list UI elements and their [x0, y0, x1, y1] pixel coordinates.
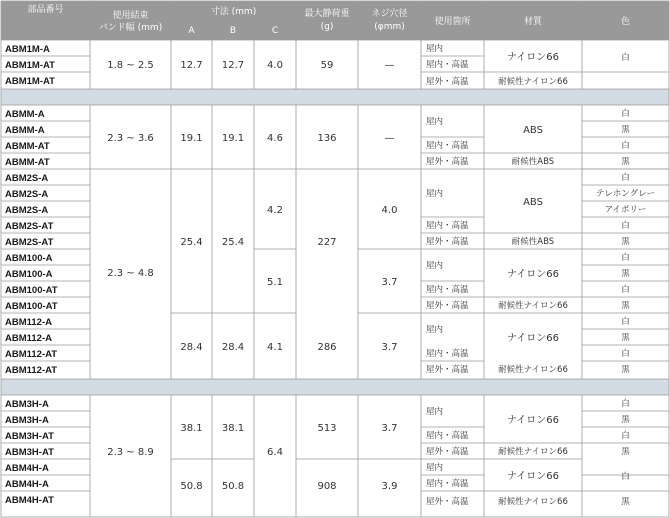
material: ナイロン66: [506, 333, 560, 344]
dim-a: 12.7: [180, 60, 203, 71]
dim-c: 4.2: [267, 205, 283, 216]
color: 白: [621, 349, 630, 359]
dim-a: 38.1: [180, 423, 203, 434]
color: 白: [621, 285, 630, 295]
color: 白: [621, 141, 630, 151]
header-band-width-unit: バンド幅 (mm): [98, 23, 163, 33]
material: ナイロン66: [506, 269, 560, 280]
part-number: ABM100-A: [5, 269, 53, 280]
part-number: ABM112-AT: [5, 365, 58, 376]
grid-lines: [1, 1, 669, 517]
header-dim-a: A: [188, 26, 195, 36]
part-number: ABM3H-AT: [5, 431, 54, 442]
color: 黒: [621, 125, 630, 135]
usage: 屋外・高温: [426, 497, 469, 507]
dim-c: 4.1: [267, 342, 283, 353]
max-load: 227: [317, 237, 337, 248]
color: 白: [621, 221, 630, 231]
part-number: ABM4H-A: [5, 479, 49, 490]
dim-c: 5.1: [267, 277, 283, 288]
material: ナイロン66: [506, 471, 560, 482]
screw-hole: 4.0: [381, 205, 398, 216]
usage: 屋内・高温: [426, 141, 469, 151]
part-number: ABM100-AT: [5, 301, 58, 312]
material: ABS: [523, 197, 543, 208]
part-number: ABM2S-AT: [5, 237, 54, 248]
dim-c: 4.0: [267, 60, 283, 71]
dim-b: 25.4: [221, 237, 245, 248]
color: 白: [621, 173, 630, 183]
usage: 屋内・高温: [426, 349, 469, 359]
usage: 屋内: [426, 261, 444, 271]
part-number: ABM112-AT: [5, 349, 58, 360]
part-number: ABM1M-AT: [5, 76, 55, 87]
header-screw-hole: ネジ穴径: [371, 9, 408, 19]
dim-a: 50.8: [180, 481, 203, 492]
dim-c: 4.6: [267, 133, 283, 144]
part-number: ABM3H-AT: [5, 447, 54, 458]
part-number: ABM3H-A: [5, 415, 49, 426]
header-dim-c: C: [271, 26, 279, 36]
header-dimensions: 寸法 (mm): [210, 7, 257, 17]
color: 黒: [621, 301, 630, 311]
color: 黒: [621, 365, 630, 375]
usage: 屋内: [426, 463, 444, 473]
color: 黒: [621, 497, 630, 507]
dim-b: 19.1: [221, 133, 245, 144]
dim-b: 50.8: [221, 481, 245, 492]
part-number: ABM2S-A: [5, 205, 49, 216]
dim-a: 19.1: [180, 133, 203, 144]
dim-a: 28.4: [180, 342, 203, 353]
color: 黒: [621, 333, 630, 343]
part-number: ABM2S-A: [5, 189, 49, 200]
part-number: ABM1M-A: [5, 44, 50, 55]
part-number: ABM2S-AT: [5, 221, 54, 232]
usage: 屋内: [426, 325, 444, 335]
header-usage: 使用箇所: [434, 17, 471, 27]
usage: 屋外・高温: [426, 157, 469, 167]
usage: 屋内: [426, 189, 444, 199]
color: 黒: [621, 237, 630, 247]
band-width: 1.8 ~ 2.5: [107, 60, 154, 71]
color: 白: [621, 253, 630, 263]
part-number: ABM100-AT: [5, 285, 58, 296]
usage: 屋内: [426, 44, 444, 54]
header-color: 色: [620, 17, 631, 27]
dim-b: 28.4: [221, 342, 245, 353]
material: 耐候性ABS: [511, 237, 555, 247]
group-abm2s-abm100-abm112: [5, 172, 655, 376]
part-number: ABMM-A: [5, 125, 45, 136]
part-number: ABMM-AT: [5, 157, 50, 168]
part-number: ABM3H-A: [5, 399, 49, 410]
color: テレホングレー: [595, 189, 656, 199]
max-load: 59: [320, 60, 334, 71]
color: 白: [621, 109, 630, 119]
part-number: ABMM-AT: [5, 141, 50, 152]
part-number: ABM4H-AT: [5, 495, 54, 506]
band-width: 2.3 ~ 8.9: [107, 447, 154, 458]
material: ナイロン66: [506, 52, 560, 63]
part-number: ABM112-A: [5, 333, 52, 344]
material: ナイロン66: [506, 415, 560, 426]
dim-a: 25.4: [180, 237, 203, 248]
usage: 屋内・高温: [426, 479, 469, 489]
screw-hole: 3.7: [381, 342, 398, 353]
max-load: 136: [317, 133, 337, 144]
color: アイボリー: [604, 205, 647, 215]
usage: 屋内・高温: [426, 60, 469, 70]
max-load: 908: [317, 481, 337, 492]
header-max-load-unit: (g): [320, 22, 334, 32]
part-number: ABM2S-A: [5, 173, 49, 184]
material: 耐候性ナイロン66: [498, 301, 568, 311]
screw-hole: 3.7: [381, 277, 398, 288]
usage: 屋外・高温: [426, 77, 469, 87]
header-part-no: 部品番号: [27, 5, 64, 15]
max-load: 513: [317, 423, 337, 434]
header-screw-hole-unit: (φmm): [374, 22, 405, 32]
material: 耐候性ABS: [511, 157, 555, 167]
usage: 屋外・高温: [426, 365, 469, 375]
group-abm1m: [5, 43, 630, 87]
usage: 屋外・高温: [426, 237, 469, 247]
usage: 屋外・高温: [426, 447, 469, 457]
usage: 屋内・高温: [426, 285, 469, 295]
usage: 屋内・高温: [426, 431, 469, 441]
color: 白: [621, 431, 630, 441]
dim-b: 38.1: [221, 423, 245, 434]
group-divider: [1, 379, 669, 395]
screw-hole: 3.9: [381, 481, 398, 492]
part-number: ABM112-A: [5, 317, 52, 328]
header-band: [1, 1, 669, 40]
material: 耐候性ナイロン66: [498, 365, 568, 375]
part-number: ABM100-A: [5, 253, 53, 264]
usage: 屋外・高温: [426, 301, 469, 311]
group-abmm: [5, 108, 630, 168]
usage: 屋内: [426, 117, 444, 127]
color: 白: [621, 317, 630, 327]
usage: 屋内: [426, 407, 444, 417]
color: 黒: [621, 447, 630, 457]
group-divider: [1, 89, 669, 105]
usage: 屋内・高温: [426, 221, 469, 231]
part-number: ABMM-A: [5, 109, 45, 120]
max-load: 286: [317, 342, 337, 353]
header-band-width: 使用結束: [112, 11, 149, 21]
color: 黒: [621, 269, 630, 279]
color: 黒: [621, 157, 630, 167]
material: 耐候性ナイロン66: [498, 497, 568, 507]
material: ABS: [523, 125, 543, 136]
screw-hole: 3.7: [381, 423, 398, 434]
color: 白: [621, 399, 630, 409]
header-material: 材質: [523, 17, 543, 27]
band-width: 2.3 ~ 4.8: [107, 268, 154, 279]
part-number: ABM4H-A: [5, 463, 49, 474]
color: 黒: [621, 415, 630, 425]
dim-c: 6.4: [267, 447, 283, 458]
color: 白: [621, 472, 630, 482]
part-number: ABM1M-AT: [5, 60, 55, 71]
dim-b: 12.7: [221, 60, 245, 71]
color: 白: [621, 53, 630, 63]
screw-hole: —: [384, 133, 395, 144]
band-width: 2.3 ~ 3.6: [107, 133, 154, 144]
header-max-load: 最大静荷重: [304, 9, 350, 19]
header-dim-b: B: [229, 26, 237, 36]
screw-hole: —: [384, 60, 395, 71]
material: 耐候性ナイロン66: [498, 77, 568, 87]
material: 耐候性ナイロン66: [498, 447, 568, 457]
